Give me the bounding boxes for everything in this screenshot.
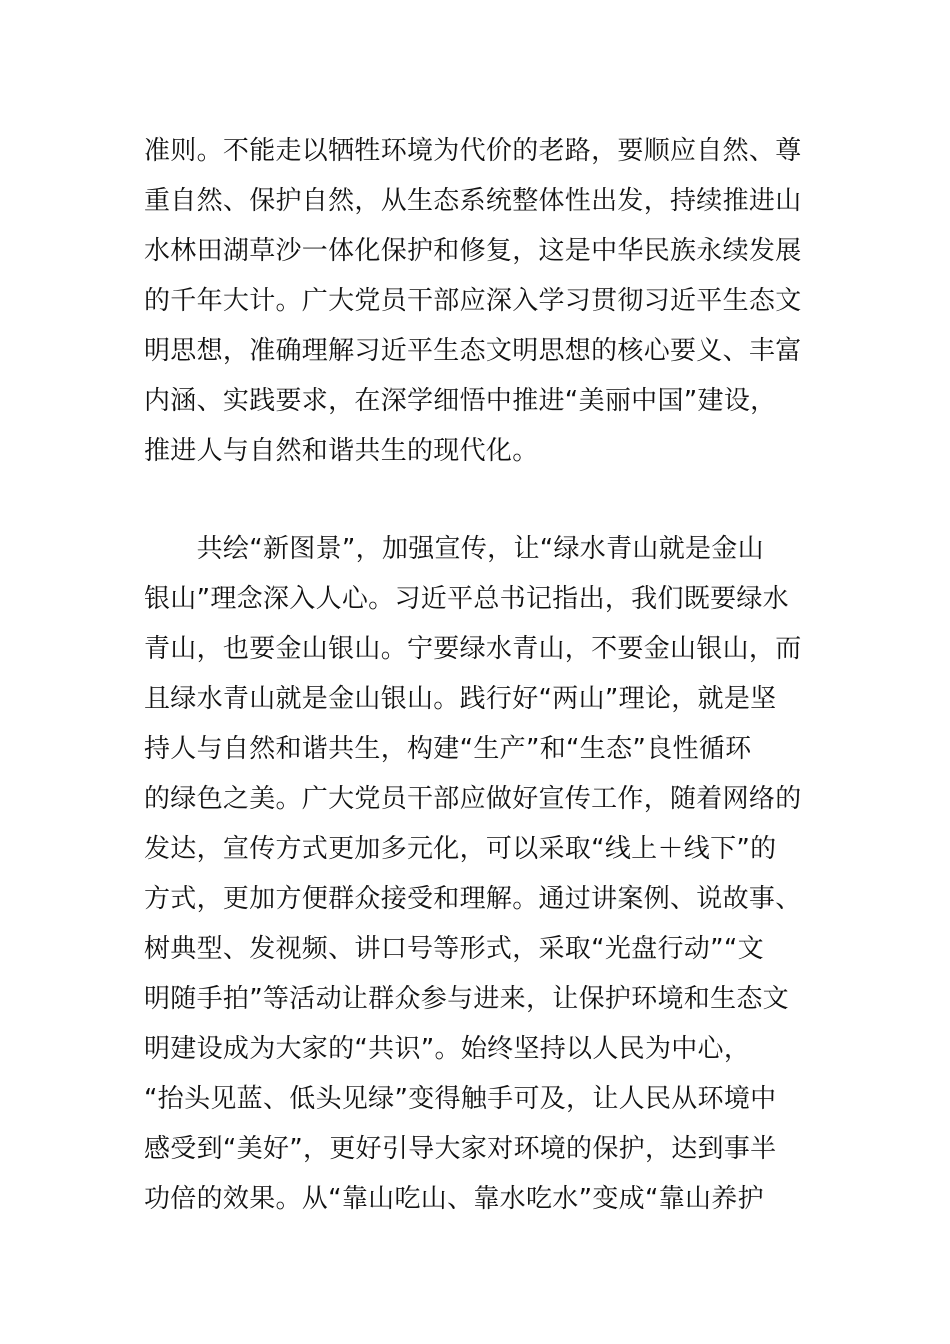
paragraph-line: 共绘“新图景”，加强宣传，让“绿水青山就是金山	[144, 534, 764, 564]
paragraph-line: 树典型、发视频、讲口号等形式，采取“光盘行动”“文	[144, 934, 764, 964]
paragraph-line: “抬头见蓝、低头见绿”变得触手可及，让人民从环境中	[144, 1084, 777, 1114]
paragraph-line: 准则。不能走以牺牲环境为代价的老路，要顺应自然、尊	[144, 136, 802, 166]
paragraph-1	[144, 126, 816, 476]
paragraph-line: 水林田湖草沙一体化保护和修复，这是中华民族永续发展	[144, 236, 802, 266]
paragraph-line: 方式，更加方便群众接受和理解。通过讲案例、说故事、	[144, 884, 802, 914]
paragraph-line: 内涵、实践要求，在深学细悟中推进“美丽中国”建设，	[144, 386, 777, 416]
paragraph-line: 发达，宣传方式更加多元化，可以采取“线上＋线下”的	[144, 834, 777, 864]
paragraph-line: 明思想，准确理解习近平生态文明思想的核心要义、丰富	[144, 336, 802, 366]
paragraph-2	[144, 524, 816, 1224]
paragraph-line: 的千年大计。广大党员干部应深入学习贯彻习近平生态文	[144, 286, 802, 316]
paragraph-line: 明随手拍”等活动让群众参与进来，让保护环境和生态文	[144, 984, 789, 1014]
paragraph-line: 推进人与自然和谐共生的现代化。	[144, 436, 539, 466]
paragraph-line: 感受到“美好”，更好引导大家对环境的保护，达到事半	[144, 1134, 777, 1164]
paragraph-line: 且绿水青山就是金山银山。践行好“两山”理论，就是坚	[144, 684, 777, 714]
paragraph-line: 青山，也要金山银山。宁要绿水青山，不要金山银山，而	[144, 634, 802, 664]
paragraph-line: 银山”理念深入人心。习近平总书记指出，我们既要绿水	[144, 584, 789, 614]
paragraph-line: 的绿色之美。广大党员干部应做好宣传工作，随着网络的	[144, 784, 802, 814]
paragraph-line: 明建设成为大家的“共识”。始终坚持以人民为中心，	[144, 1034, 751, 1064]
paragraph-line: 持人与自然和谐共生，构建“生产”和“生态”良性循环	[144, 734, 752, 764]
paragraph-line: 重自然、保护自然，从生态系统整体性出发，持续推进山	[144, 186, 802, 216]
paragraph-line: 功倍的效果。从“靠山吃山、靠水吃水”变成“靠山养护	[144, 1184, 764, 1214]
